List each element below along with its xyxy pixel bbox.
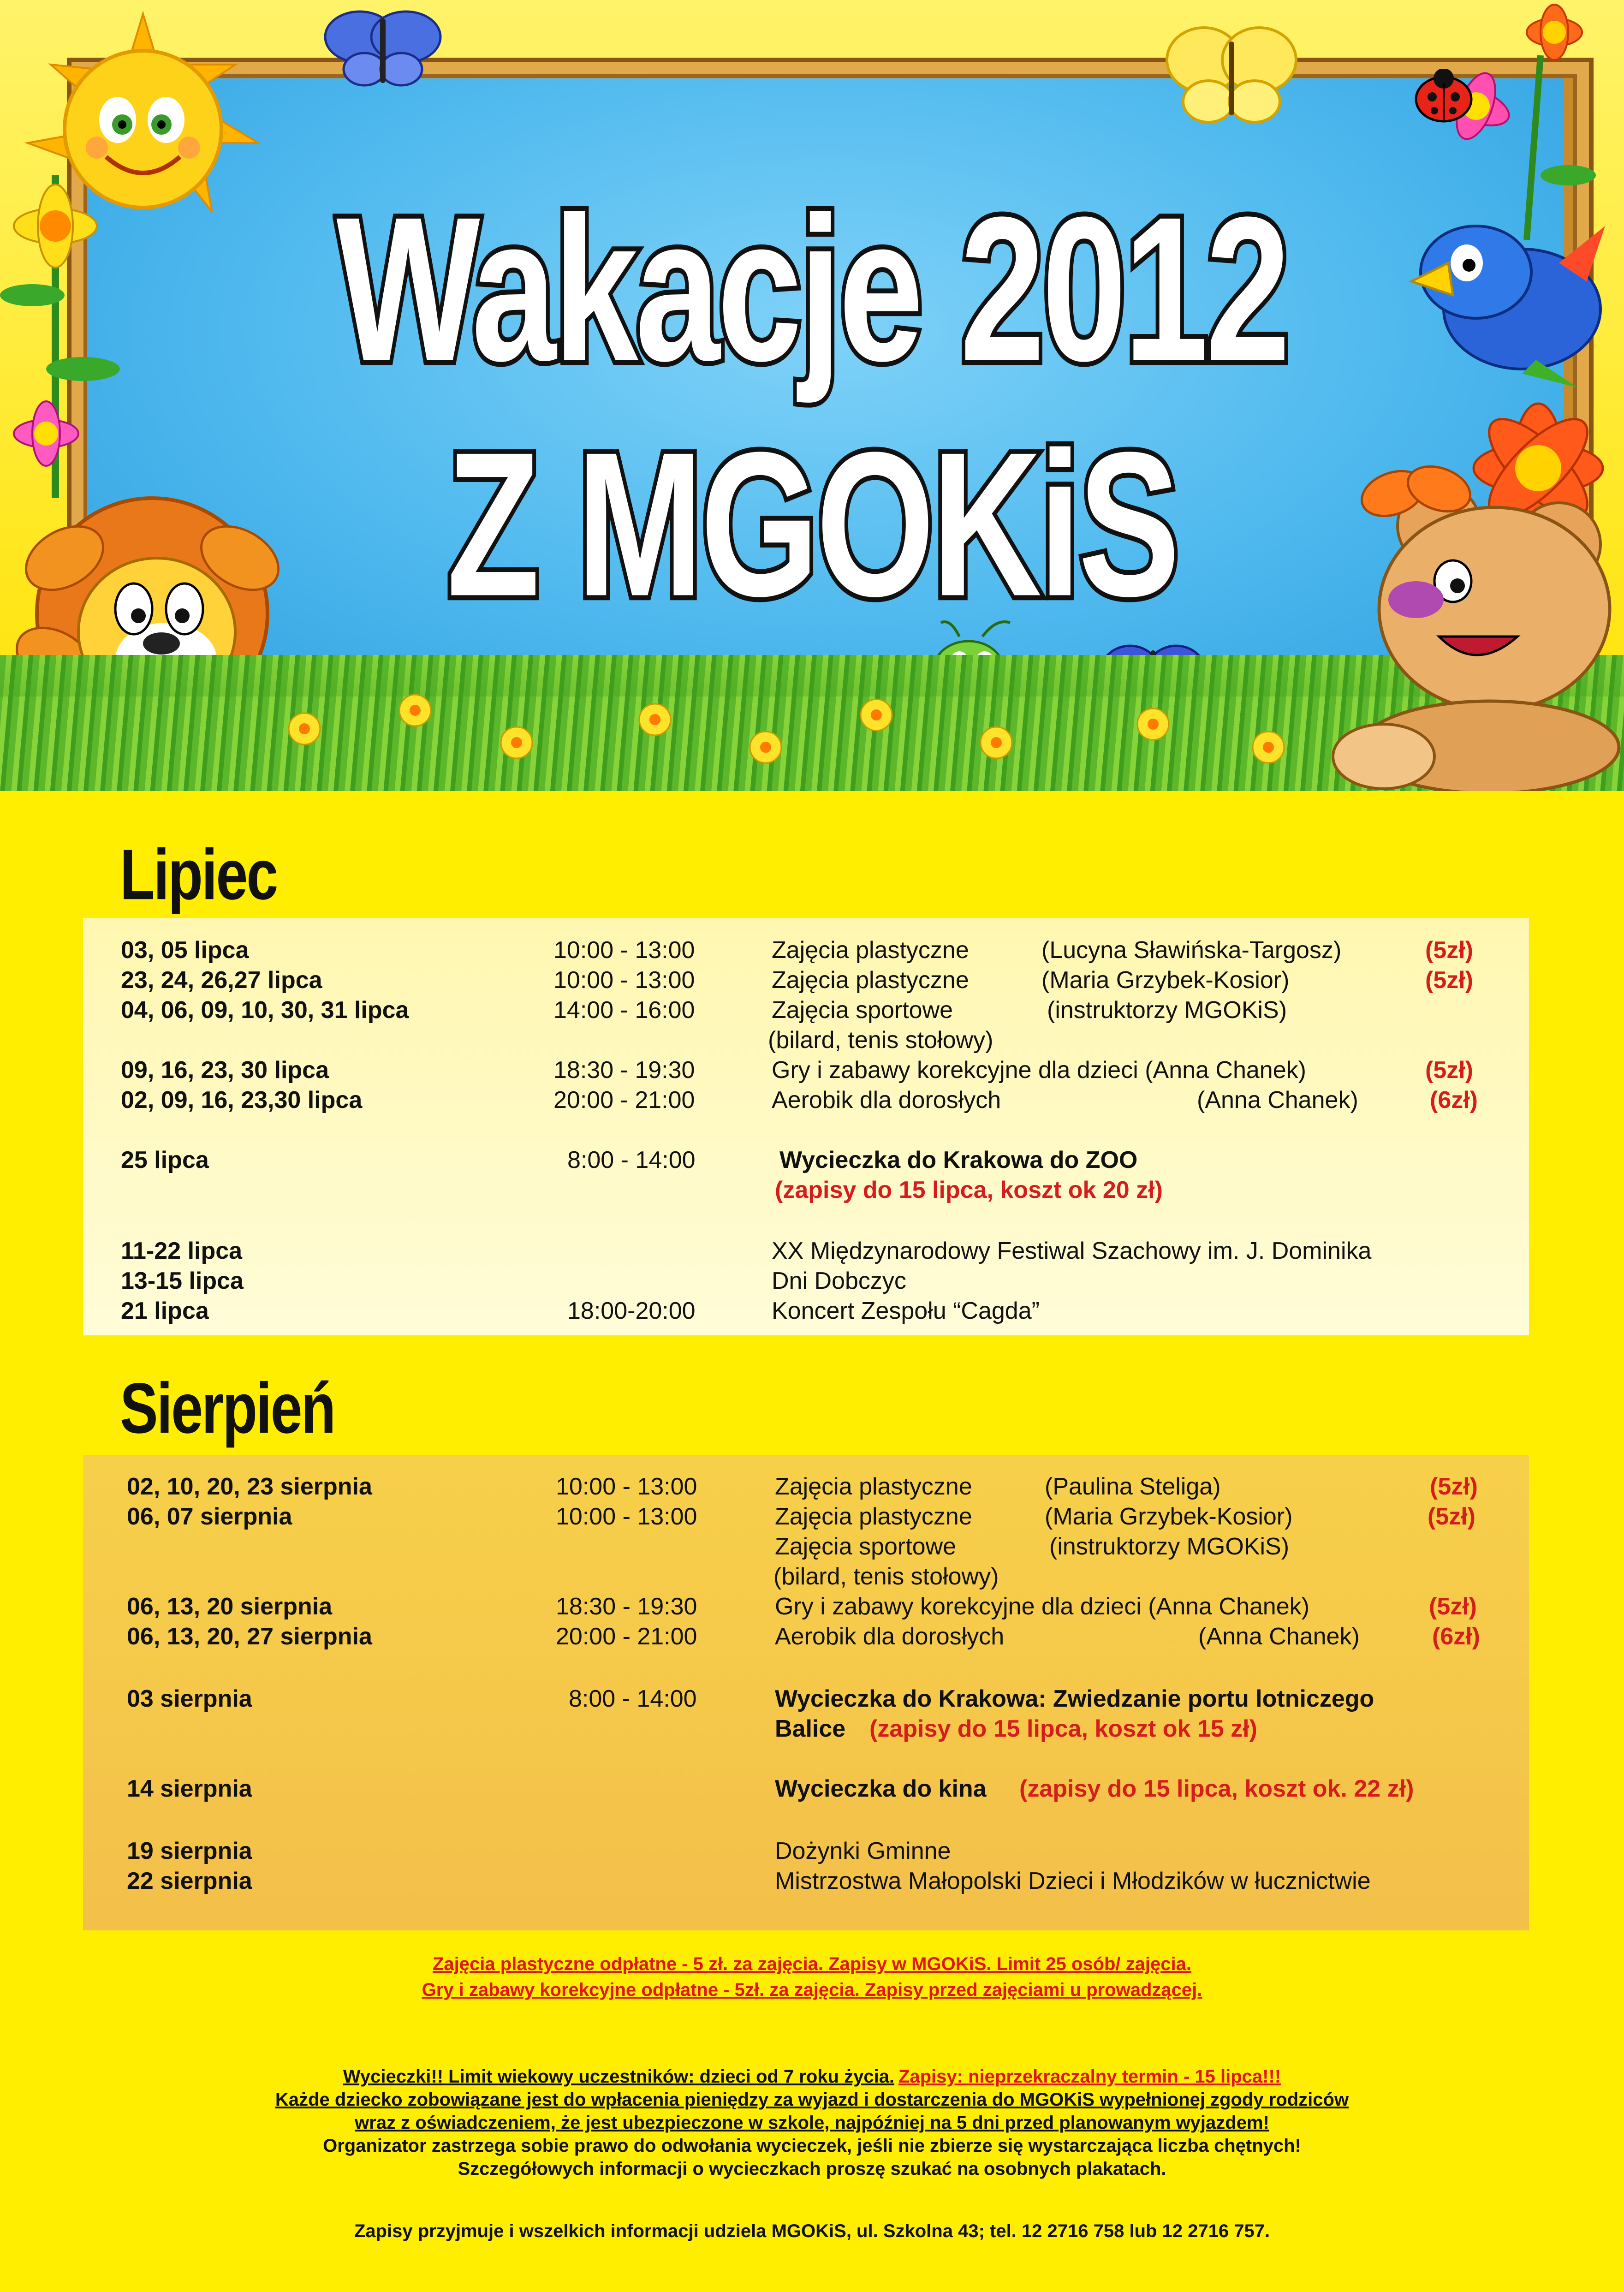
- schedule-date: 09, 16, 23, 30 lipca: [121, 1057, 329, 1083]
- schedule-activity: Gry i zabawy korekcyjne dla dzieci (Anna Chanek): [775, 1593, 1309, 1620]
- schedule-price: (6zł): [1432, 1623, 1480, 1650]
- trip-note: (zapisy do 15 lipca, koszt ok 20 zł): [775, 1177, 1163, 1203]
- schedule-date: 06, 07 sierpnia: [127, 1503, 292, 1530]
- trip-title: Wycieczka do Krakowa do ZOO: [779, 1147, 1138, 1173]
- footer-note: Gry i zabawy korekcyjne odpłatne - 5zł. za zajęcia. Zapisy przed zajęciami u prowadzącej.: [422, 1980, 1202, 2000]
- august-schedule-box: [83, 1455, 1529, 1930]
- schedule-activity: Zajęcia plastyczne: [775, 1503, 972, 1530]
- butterfly-icon: [323, 0, 443, 92]
- section-heading-july: Lipiec: [120, 835, 277, 915]
- footer-note: Zajęcia plastyczne odpłatne - 5 zł. za zajęcia. Zapisy w MGOKiS. Limit 25 osób/ zajęcia.: [433, 1954, 1191, 1974]
- footer-note: Szczegółowych informacji o wycieczkach proszę szukać na osobnych plakatach.: [458, 2159, 1166, 2179]
- schedule-time: 20:00 - 21:00: [556, 1623, 697, 1650]
- schedule-instructor: (Paulina Steliga): [1045, 1473, 1221, 1500]
- event-title: XX Międzynarodowy Festiwal Szachowy im. J. Dominika: [772, 1238, 1372, 1264]
- schedule-date: 03, 05 lipca: [121, 937, 249, 964]
- schedule-date: 06, 13, 20 sierpnia: [127, 1593, 333, 1620]
- trip-note: (zapisy do 15 lipca, koszt ok. 22 zł): [1019, 1775, 1414, 1802]
- schedule-instructor: (instruktorzy MGOKiS): [1049, 1533, 1290, 1560]
- schedule-activity: Zajęcia sportowe: [772, 997, 953, 1024]
- schedule-instructor: (Anna Chanek): [1197, 1087, 1358, 1113]
- schedule-activity: Zajęcia plastyczne: [772, 937, 969, 964]
- schedule-date: 04, 06, 09, 10, 30, 31 lipca: [121, 997, 409, 1024]
- schedule-activity-note: (bilard, tenis stołowy): [768, 1027, 993, 1054]
- schedule-time: 18:30 - 19:30: [553, 1057, 695, 1083]
- trip-time: 8:00 - 14:00: [567, 1147, 696, 1173]
- schedule-instructor: (Maria Grzybek-Kosior): [1045, 1503, 1293, 1530]
- footer-note: wraz z oświadczeniem, że jest ubezpieczone w szkole, najpóźniej na 5 dni przed planowanym wyjazdem!: [355, 2113, 1269, 2133]
- schedule-price: (6zł): [1430, 1087, 1478, 1113]
- schedule-activity: Zajęcia sportowe: [775, 1533, 957, 1560]
- footer-note: Każde dziecko zobowiązane jest do wpłacenia pieniędzy za wyjazd i dostarczenia do MGOKiS wypełnionej zgody rodziców: [275, 2090, 1349, 2110]
- event-date: 21 lipca: [121, 1298, 209, 1324]
- footer-note: Organizator zastrzega sobie prawo do odwołania wycieczek, jeśli nie zbierze się wystarczająca liczba chętnych!: [323, 2136, 1301, 2156]
- event-title: Dożynki Gminne: [775, 1838, 951, 1864]
- trip-date: 14 sierpnia: [127, 1775, 252, 1802]
- trip-title: Wycieczka do Krakowa: Zwiedzanie portu lotniczego: [775, 1685, 1374, 1712]
- butterfly-icon: [1162, 18, 1301, 129]
- event-title: Mistrzostwa Małopolski Dzieci i Młodzików w łucznictwie: [775, 1868, 1371, 1894]
- flower-icon: [277, 673, 1384, 784]
- trip-title-cont: Balice: [775, 1715, 846, 1742]
- schedule-time: 10:00 - 13:00: [556, 1503, 697, 1530]
- schedule-time: 20:00 - 21:00: [553, 1087, 695, 1113]
- footer-note-part: Zapisy: nieprzekraczalny termin - 15 lipca!!!: [898, 2066, 1281, 2087]
- event-date: 13-15 lipca: [121, 1268, 244, 1294]
- schedule-activity-note: (bilard, tenis stołowy): [773, 1563, 999, 1590]
- schedule-price: (5zł): [1430, 1473, 1478, 1500]
- header-banner: [0, 0, 1624, 791]
- trip-time: 8:00 - 14:00: [569, 1685, 697, 1712]
- event-date: 22 sierpnia: [127, 1868, 252, 1894]
- schedule-instructor: (Anna Chanek): [1198, 1623, 1360, 1650]
- july-schedule-box: [83, 918, 1529, 1335]
- schedule-activity: Aerobik dla dorosłych: [772, 1087, 1001, 1113]
- event-title: Dni Dobczyc: [772, 1268, 906, 1294]
- schedule-activity: Aerobik dla dorosłych: [775, 1623, 1005, 1650]
- schedule-activity: Zajęcia plastyczne: [775, 1473, 972, 1500]
- section-heading-august: Sierpień: [120, 1369, 335, 1448]
- event-title: Koncert Zespołu “Cagda”: [772, 1298, 1040, 1324]
- schedule-price: (5zł): [1429, 1593, 1477, 1620]
- schedule-activity: Zajęcia plastyczne: [772, 967, 969, 994]
- schedule-price: (5zł): [1425, 1057, 1473, 1083]
- trip-date: 25 lipca: [121, 1147, 209, 1173]
- trip-date: 03 sierpnia: [127, 1685, 252, 1712]
- footer-contact: Zapisy przyjmuje i wszelkich informacji udziela MGOKiS, ul. Szkolna 43; tel. 12 2716 758 lub 12 2716 757.: [354, 2221, 1270, 2241]
- schedule-date: 06, 13, 20, 27 sierpnia: [127, 1623, 372, 1650]
- schedule-time: 10:00 - 13:00: [556, 1473, 697, 1500]
- ladybug-icon: [1411, 69, 1476, 125]
- schedule-price: (5zł): [1428, 1503, 1475, 1530]
- schedule-time: 14:00 - 16:00: [553, 997, 695, 1024]
- event-date: 19 sierpnia: [127, 1838, 252, 1864]
- schedule-instructor: (instruktorzy MGOKiS): [1047, 997, 1287, 1024]
- event-date: 11-22 lipca: [121, 1238, 243, 1264]
- schedule-instructor: (Maria Grzybek-Kosior): [1041, 967, 1290, 994]
- schedule-price: (5zł): [1425, 937, 1473, 964]
- schedule-time: 10:00 - 13:00: [553, 937, 695, 964]
- schedule-activity: Gry i zabawy korekcyjne dla dzieci (Anna Chanek): [772, 1057, 1306, 1083]
- event-time: 18:00-20:00: [567, 1298, 696, 1324]
- poster-subtitle: Z MGOKiS: [446, 409, 1178, 639]
- footer-note-part: Wycieczki!! Limit wiekowy uczestników: dzieci od 7 roku życia.: [343, 2066, 895, 2087]
- schedule-time: 18:30 - 19:30: [556, 1593, 697, 1620]
- schedule-price: (5zł): [1425, 967, 1473, 994]
- trip-title: Wycieczka do kina: [775, 1775, 987, 1802]
- schedule-time: 10:00 - 13:00: [553, 967, 695, 994]
- schedule-instructor: (Lucyna Sławińska-Targosz): [1041, 937, 1342, 964]
- footer-note: [0, 2066, 1624, 2087]
- trip-note: (zapisy do 15 lipca, koszt ok 15 zł): [869, 1715, 1257, 1742]
- schedule-date: 02, 09, 16, 23,30 lipca: [121, 1087, 363, 1113]
- schedule-date: 23, 24, 26,27 lipca: [121, 967, 322, 994]
- poster-title: Wakacje 2012: [336, 173, 1288, 404]
- schedule-date: 02, 10, 20, 23 sierpnia: [127, 1473, 372, 1500]
